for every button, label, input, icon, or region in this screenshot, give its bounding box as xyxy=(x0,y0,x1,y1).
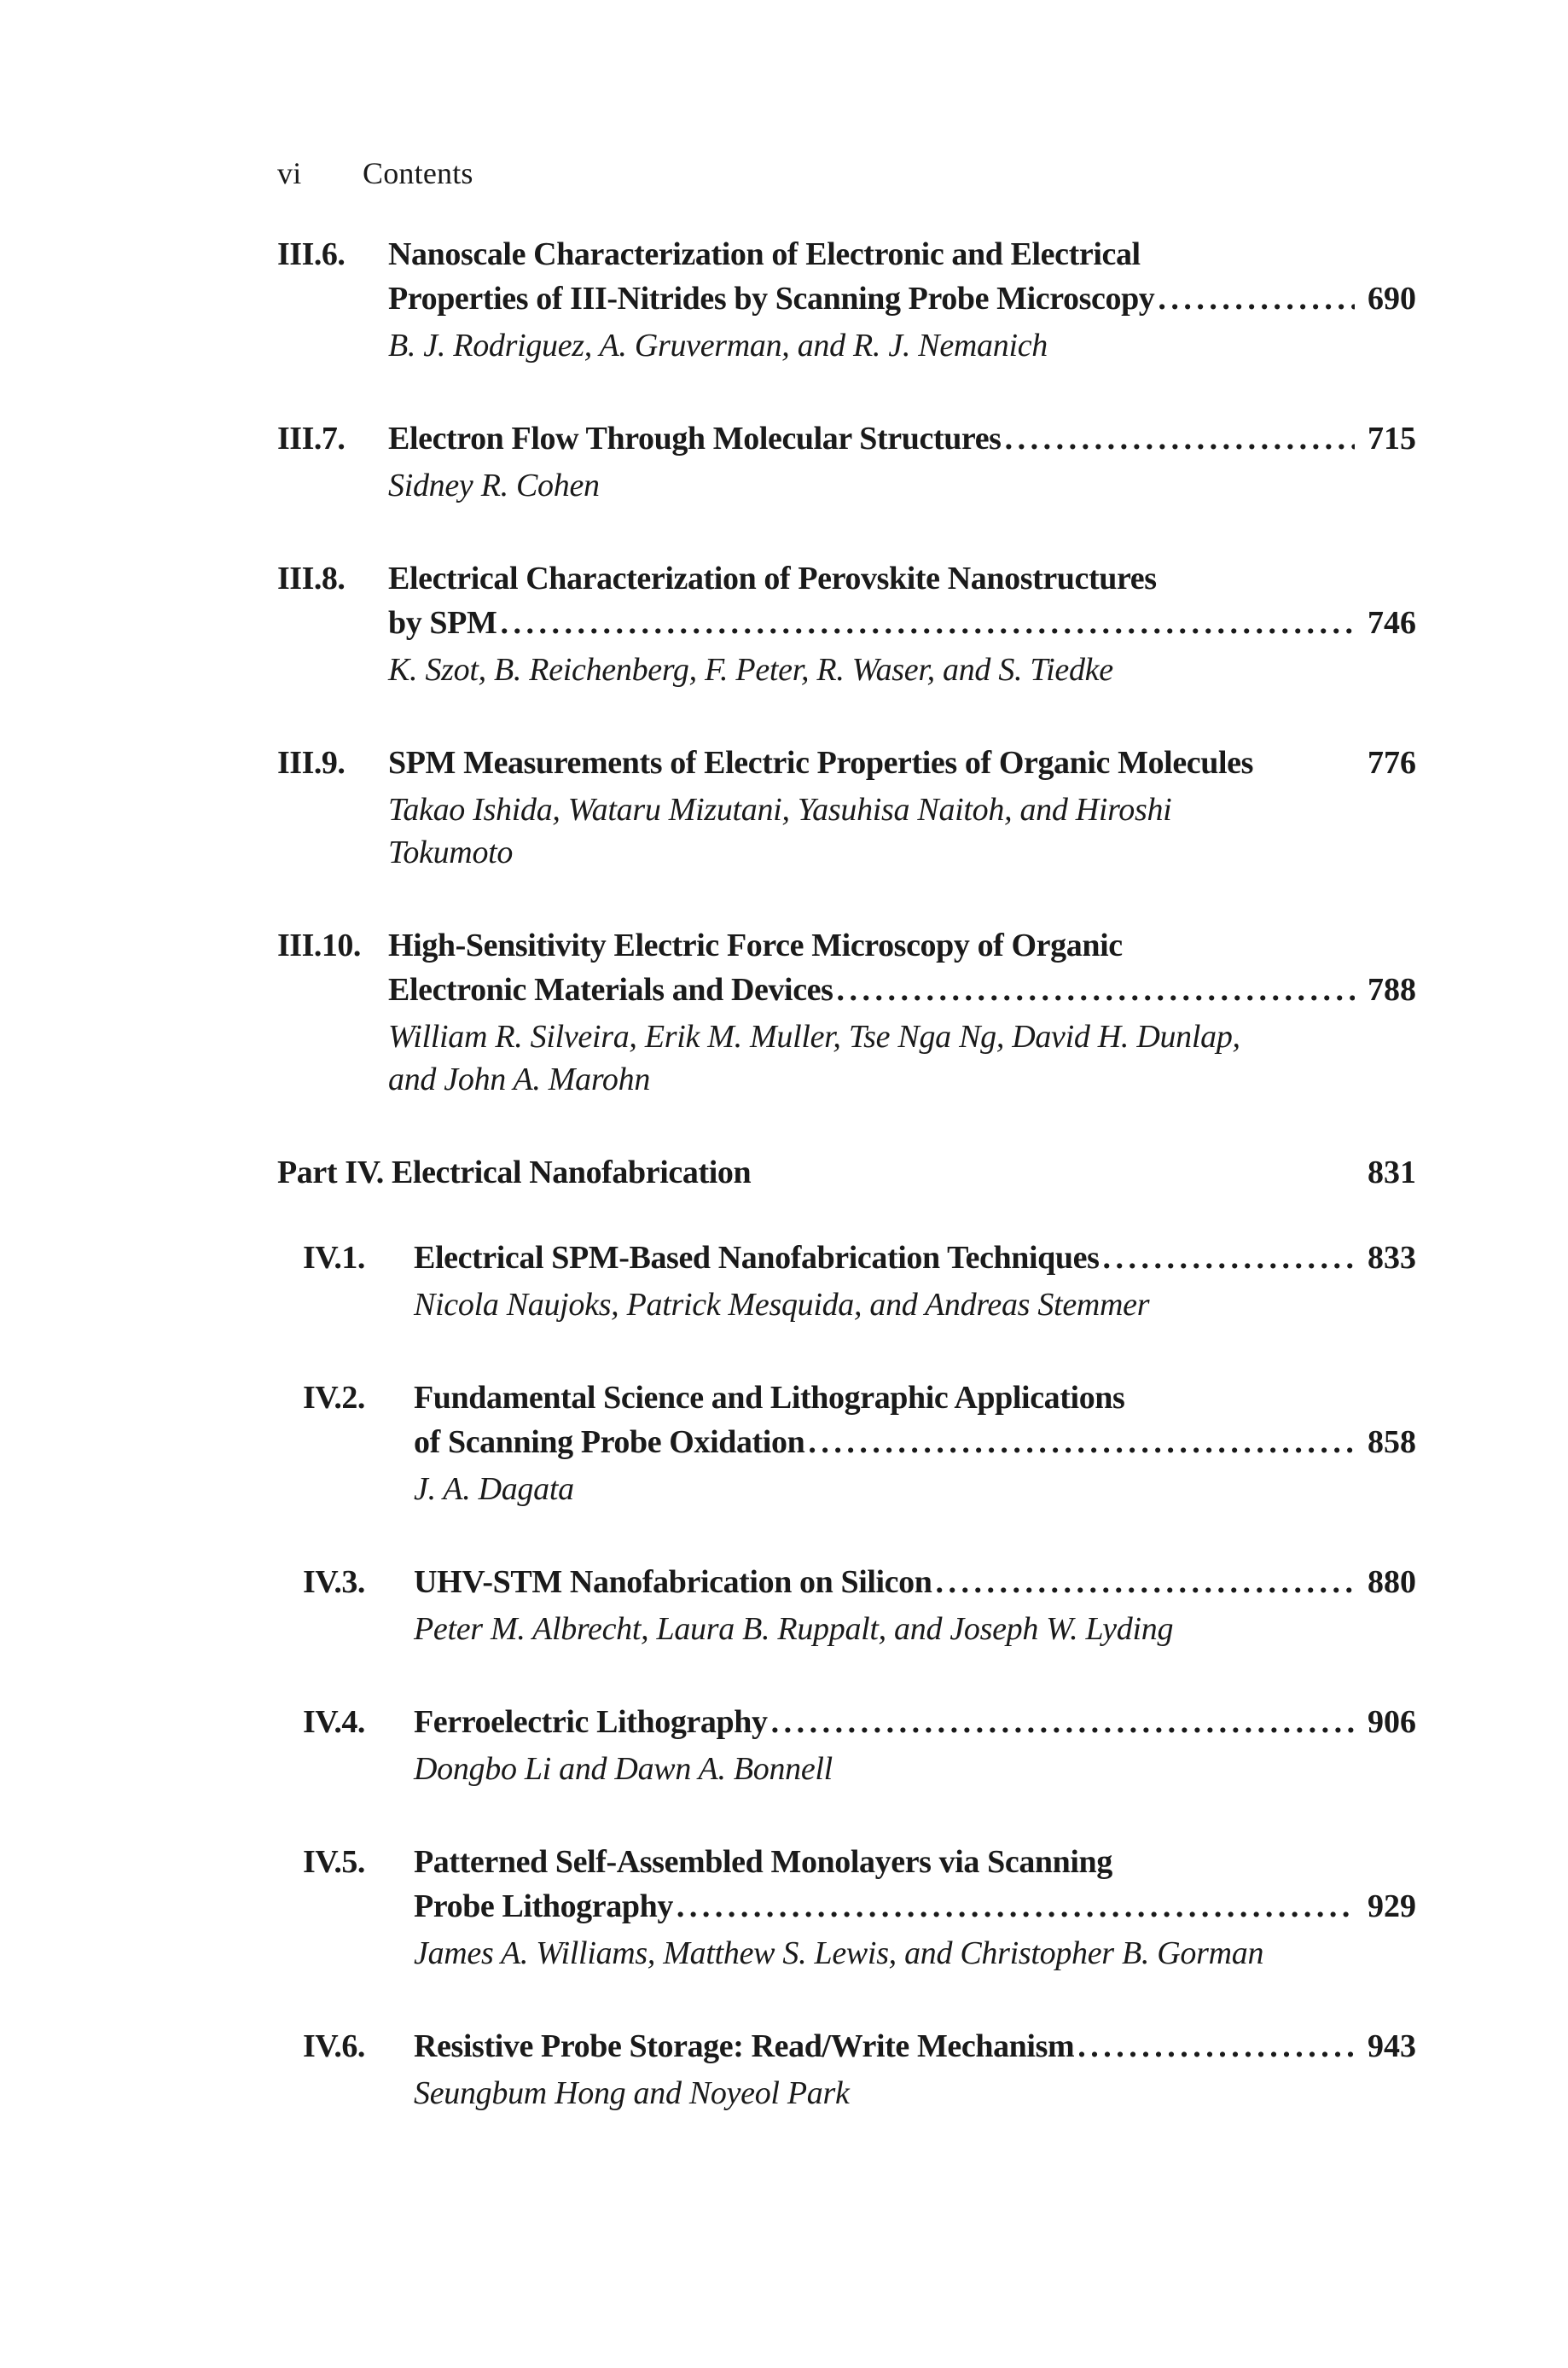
entry-number: IV.1. xyxy=(303,1240,365,1276)
toc-entry xyxy=(303,1843,1416,1975)
toc-entry-line xyxy=(277,420,1416,464)
entry-authors: and John A. Marohn xyxy=(388,1062,651,1097)
entry-authors: Seungbum Hong and Noyeol Park xyxy=(414,2075,850,2111)
entry-number: IV.5. xyxy=(303,1844,365,1880)
toc-entry xyxy=(277,744,1416,874)
toc-entry xyxy=(303,1703,1416,1790)
page-folio: vi xyxy=(277,156,302,190)
entry-page-number: 776 xyxy=(1368,745,1416,781)
entry-authors: Nicola Naujoks, Patrick Mesquida, and Andreas Stemmer xyxy=(414,1287,1150,1323)
entry-title: Resistive Probe Storage: Read/Write Mechanism xyxy=(414,2028,1075,2064)
entry-title: Properties of III-Nitrides by Scanning Probe Microscopy xyxy=(388,281,1155,317)
toc-entry-line xyxy=(277,280,1416,324)
dot-leaders xyxy=(1158,280,1355,317)
entry-number: IV.2. xyxy=(303,1380,365,1416)
entry-authors: Peter M. Albrecht, Laura B. Ruppalt, and Joseph W. Lyding xyxy=(414,1611,1174,1647)
entry-title: Electronic Materials and Devices xyxy=(388,972,833,1008)
entry-page-number: 690 xyxy=(1368,281,1416,317)
part-title: Part IV. Electrical Nanofabrication xyxy=(277,1155,752,1190)
entry-number: III.8. xyxy=(277,561,346,596)
table-of-contents xyxy=(277,236,1416,2167)
dot-leaders xyxy=(1005,420,1355,457)
dot-leaders xyxy=(771,1703,1355,1741)
entry-authors: James A. Williams, Matthew S. Lewis, and Christopher B. Gorman xyxy=(414,1935,1264,1971)
entry-authors: William R. Silveira, Erik M. Muller, Tse Nga Ng, David H. Dunlap, xyxy=(388,1019,1240,1055)
toc-entry-line xyxy=(277,236,1416,280)
toc-entry-line xyxy=(303,1239,1416,1283)
entry-title: by SPM xyxy=(388,605,497,641)
entry-title: Electron Flow Through Molecular Structures xyxy=(388,421,1002,457)
part-heading xyxy=(277,1154,1416,1198)
entry-authors: Dongbo Li and Dawn A. Bonnell xyxy=(414,1751,833,1787)
entry-authors: K. Szot, B. Reichenberg, F. Peter, R. Waser, and S. Tiedke xyxy=(388,652,1113,688)
entry-title: Probe Lithography xyxy=(414,1888,673,1924)
part-page-number: 831 xyxy=(1368,1155,1416,1190)
toc-entry-line xyxy=(277,971,1416,1015)
running-head xyxy=(277,155,473,191)
dot-leaders xyxy=(677,1888,1355,1925)
toc-entry-line xyxy=(277,604,1416,649)
entry-number: III.9. xyxy=(277,745,346,781)
toc-part4-entries xyxy=(277,1239,1416,2115)
entry-page-number: 788 xyxy=(1368,972,1416,1008)
toc-entry-line xyxy=(277,744,1416,788)
entry-authors: J. A. Dagata xyxy=(414,1471,574,1507)
toc-entry-line xyxy=(303,1379,1416,1423)
dot-leaders xyxy=(837,971,1355,1009)
dot-leaders xyxy=(935,1563,1355,1601)
toc-entry xyxy=(277,927,1416,1101)
toc-entry-line xyxy=(303,1843,1416,1888)
toc-part3-entries xyxy=(277,236,1416,1101)
entry-title: SPM Measurements of Electric Properties of Organic Molecules xyxy=(388,745,1254,781)
dot-leaders xyxy=(1077,2028,1355,2065)
entry-title: UHV-STM Nanofabrication on Silicon xyxy=(414,1564,932,1600)
entry-number: IV.4. xyxy=(303,1704,365,1740)
toc-entry xyxy=(303,2028,1416,2115)
entry-title: Nanoscale Characterization of Electronic and Electrical xyxy=(388,236,1141,272)
entry-number: III.7. xyxy=(277,421,346,457)
toc-entry xyxy=(303,1379,1416,1510)
entry-title: Patterned Self-Assembled Monolayers via Scanning xyxy=(414,1844,1112,1880)
entry-page-number: 880 xyxy=(1368,1564,1416,1600)
entry-title: Electrical SPM-Based Nanofabrication Techniques xyxy=(414,1240,1100,1276)
entry-title: of Scanning Probe Oxidation xyxy=(414,1424,805,1460)
toc-entry xyxy=(277,236,1416,367)
entry-title: Fundamental Science and Lithographic Applications xyxy=(414,1380,1125,1416)
toc-entry-line xyxy=(277,560,1416,604)
entry-number: III.10. xyxy=(277,928,361,963)
dot-leaders xyxy=(1103,1239,1356,1277)
entry-page-number: 746 xyxy=(1368,605,1416,641)
entry-authors: Tokumoto xyxy=(388,835,514,870)
entry-page-number: 833 xyxy=(1368,1240,1416,1276)
entry-title: Ferroelectric Lithography xyxy=(414,1704,768,1740)
entry-number: III.6. xyxy=(277,236,346,272)
entry-authors: B. J. Rodriguez, A. Gruverman, and R. J. Nemanich xyxy=(388,328,1048,364)
entry-page-number: 858 xyxy=(1368,1424,1416,1460)
toc-entry xyxy=(303,1239,1416,1326)
toc-entry xyxy=(303,1563,1416,1650)
entry-page-number: 929 xyxy=(1368,1888,1416,1924)
entry-page-number: 906 xyxy=(1368,1704,1416,1740)
entry-title: High-Sensitivity Electric Force Microscopy of Organic xyxy=(388,928,1123,963)
entry-page-number: 943 xyxy=(1368,2028,1416,2064)
entry-authors: Sidney R. Cohen xyxy=(388,468,600,503)
toc-entry xyxy=(277,420,1416,507)
entry-title: Electrical Characterization of Perovskite Nanostructures xyxy=(388,561,1157,596)
toc-entry-line xyxy=(303,1563,1416,1608)
entry-page-number: 715 xyxy=(1368,421,1416,457)
toc-entry xyxy=(277,560,1416,691)
toc-entry-line xyxy=(277,927,1416,971)
dot-leaders xyxy=(500,604,1355,642)
running-head-title: Contents xyxy=(363,156,473,190)
entry-number: IV.3. xyxy=(303,1564,365,1600)
toc-entry-line xyxy=(303,1888,1416,1932)
toc-entry-line xyxy=(303,2028,1416,2072)
dot-leaders xyxy=(808,1423,1355,1461)
toc-entry-line xyxy=(303,1423,1416,1468)
toc-entry-line xyxy=(303,1703,1416,1748)
entry-authors: Takao Ishida, Wataru Mizutani, Yasuhisa Naitoh, and Hiroshi xyxy=(388,792,1172,828)
entry-number: IV.6. xyxy=(303,2028,365,2064)
